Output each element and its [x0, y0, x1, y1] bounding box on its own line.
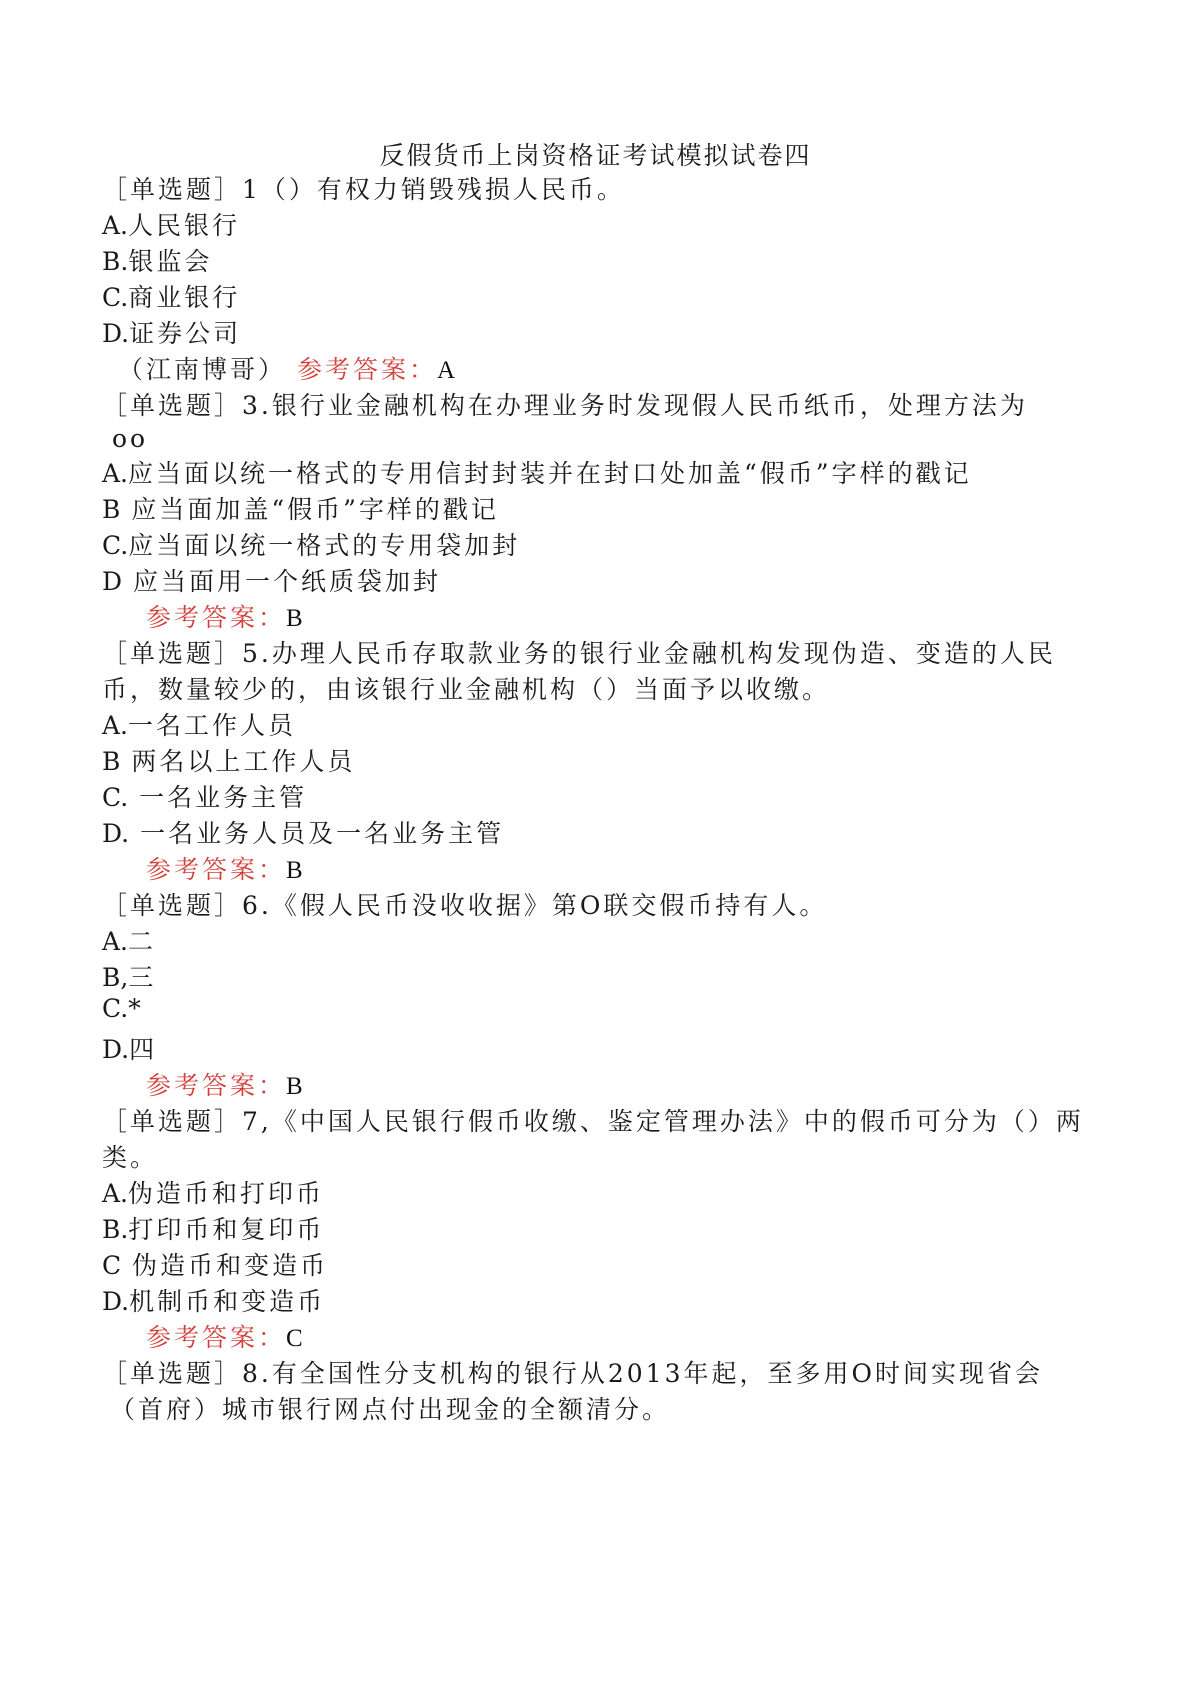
question-2-stem [102, 386, 1028, 422]
option-c: C.应当面以统一格式的专用袋加封 [102, 531, 521, 560]
option-a: A.一名工作人员 [102, 711, 297, 740]
answer-value: B [286, 857, 306, 884]
option-a: A.应当面以统一格式的专用信封封装并在封口处加盖“假币”字样的戳记 [102, 459, 972, 488]
option-d: D.四 [102, 1035, 158, 1064]
question-text-cont: 类。 [102, 1143, 159, 1172]
question-6-stem [102, 1354, 1043, 1390]
answer-value: B [286, 605, 306, 632]
option-d: D.证券公司 [102, 319, 242, 348]
option-d: D. 一名业务人员及一名业务主管 [102, 819, 505, 848]
option-b: B 两名以上工作人员 [102, 747, 356, 776]
answer-label: 参考答案： [146, 1071, 287, 1100]
answer-label: 参考答案： [146, 1323, 287, 1352]
option-b: B.银监会 [102, 247, 213, 276]
option-b: B 应当面加盖“假币”字样的戳记 [102, 495, 499, 524]
question-text: 7,《中国人民银行假币收缴、鉴定管理办法》中的假币可分为（）两 [242, 1107, 1084, 1136]
question-4-stem [102, 886, 827, 922]
option-d: D 应当面用一个纸质袋加封 [102, 567, 442, 596]
option-a: A.人民银行 [102, 211, 241, 240]
answer-value: C [286, 1325, 306, 1352]
option-b: B.打印币和复印币 [102, 1215, 325, 1244]
option-a: A.伪造币和打印币 [102, 1179, 325, 1208]
question-text-cont: （首府）城市银行网点付出现金的全额清分。 [110, 1395, 671, 1424]
question-text: 8.有全国性分支机构的银行从2013年起，至多用O时间实现省会 [242, 1359, 1043, 1388]
option-c: C.* [102, 994, 144, 1023]
question-text: 5.办理人民币存取款业务的银行业金融机构发现伪造、变造的人民 [242, 639, 1056, 668]
option-d: D.机制币和变造币 [102, 1287, 326, 1316]
answer-line [146, 1318, 306, 1354]
source-note: （江南博哥） [118, 355, 287, 384]
answer-value: A [436, 357, 459, 384]
question-text-cont: oo [112, 424, 149, 453]
question-text-cont: 币，数量较少的，由该银行业金融机构（）当面予以收缴。 [102, 675, 831, 704]
question-text: 3.银行业金融机构在办理业务时发现假人民币纸币，处理方法为 [242, 391, 1028, 420]
question-1-stem [102, 170, 625, 206]
answer-line [146, 598, 306, 634]
answer-label: 参考答案： [146, 855, 287, 884]
question-type-tag: ［单选题］ [102, 639, 243, 668]
option-c: C. 一名业务主管 [102, 783, 308, 812]
answer-line [146, 1066, 306, 1102]
question-type-tag: ［单选题］ [102, 891, 243, 920]
question-text: 1（）有权力销毁残损人民币。 [242, 175, 625, 204]
answer-label: 参考答案： [146, 603, 287, 632]
question-type-tag: ［单选题］ [102, 175, 243, 204]
answer-label: 参考答案： [296, 355, 437, 384]
answer-line [146, 850, 306, 886]
question-type-tag: ［单选题］ [102, 391, 243, 420]
question-type-tag: ［单选题］ [102, 1359, 243, 1388]
document-title: 反假货币上岗资格证考试模拟试卷四 [379, 141, 812, 170]
answer-line [118, 350, 458, 386]
answer-value: B [286, 1073, 306, 1100]
question-text: 6.《假人民币没收收据》第O联交假币持有人。 [242, 891, 828, 920]
option-b: B,三 [102, 963, 157, 992]
option-c: C 伪造币和变造币 [102, 1251, 329, 1280]
question-type-tag: ［单选题］ [102, 1107, 243, 1136]
option-c: C.商业银行 [102, 283, 241, 312]
question-5-stem [102, 1102, 1084, 1138]
option-a: A.二 [102, 927, 157, 956]
question-3-stem [102, 634, 1056, 670]
